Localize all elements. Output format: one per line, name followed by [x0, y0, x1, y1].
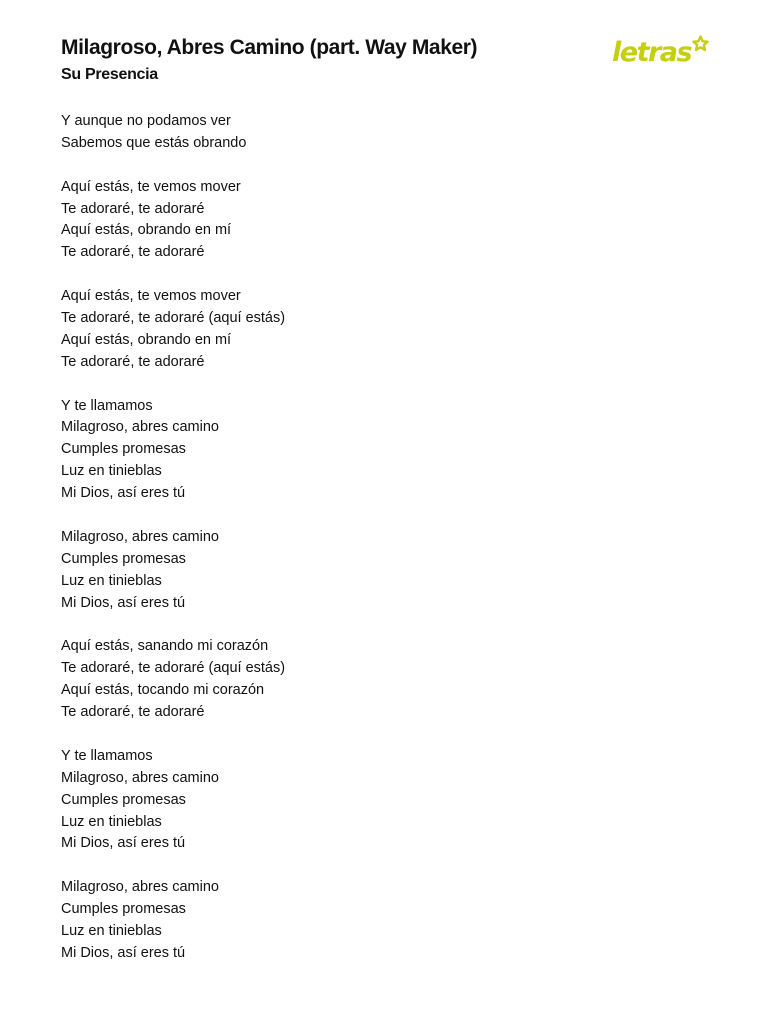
lyric-line: Milagroso, abres camino: [61, 879, 219, 896]
lyric-line: Te adoraré, te adoraré: [61, 704, 205, 721]
lyric-line: Y aunque no podamos ver: [61, 113, 231, 129]
lyric-line: Milagroso, abres camino: [61, 419, 219, 436]
lyrics-stanza: [61, 636, 661, 724]
lyric-line: Cumples promesas: [61, 791, 186, 808]
lyrics-stanza: [61, 396, 661, 505]
lyric-line: Milagroso, abres camino: [61, 769, 219, 786]
lyric-line: Mi Dios, así eres tú: [61, 835, 186, 852]
lyric-line: Cumples promesas: [61, 441, 186, 458]
lyric-line: Te adoraré, te adoraré: [61, 200, 205, 217]
lyric-line: Luz en tinieblas: [61, 463, 162, 480]
lyric-line: Milagroso, abres camino: [61, 528, 219, 545]
lyrics-stanza: [61, 177, 661, 265]
lyric-line: Mi Dios, así eres tú: [61, 944, 186, 961]
lyric-line: Luz en tinieblas: [61, 922, 162, 939]
lyrics-stanza: [61, 527, 661, 615]
lyric-line: Aquí estás, sanando mi corazón: [61, 638, 269, 655]
letras-logo-text: letras: [612, 37, 692, 68]
artist-name: Su Presencia: [61, 66, 158, 83]
lyric-line: Luz en tinieblas: [61, 572, 162, 589]
lyric-line: Te adoraré, te adoraré: [61, 244, 205, 261]
lyric-line: Aquí estás, te vemos mover: [61, 178, 241, 195]
lyric-line: Te adoraré, te adoraré (aquí estás): [61, 310, 286, 327]
lyric-line: Luz en tinieblas: [61, 813, 162, 830]
lyric-line: Mi Dios, así eres tú: [61, 485, 186, 502]
lyric-line: Te adoraré, te adoraré: [61, 353, 205, 370]
lyric-line: Mi Dios, así eres tú: [61, 594, 186, 611]
letras-logo-mark: [612, 30, 712, 70]
song-title: Milagroso, Abres Camino (part. Way Maker): [61, 36, 478, 59]
letras-logo: [612, 30, 712, 70]
lyric-line: Cumples promesas: [61, 550, 186, 567]
lyric-line: Aquí estás, obrando en mí: [61, 331, 232, 348]
lyric-line: Aquí estás, te vemos mover: [61, 288, 241, 305]
lyric-line: Cumples promesas: [61, 901, 186, 918]
lyric-line: Te adoraré, te adoraré (aquí estás): [61, 660, 286, 677]
lyrics-body: [61, 111, 661, 987]
lyric-line: Y te llamamos: [61, 397, 153, 414]
lyric-line: Y te llamamos: [61, 747, 153, 764]
song-header: [61, 34, 581, 86]
lyric-line: Aquí estás, tocando mi corazón: [61, 682, 265, 699]
star-icon: [693, 37, 707, 50]
lyrics-stanza: [61, 286, 661, 374]
lyrics-stanza: [61, 111, 661, 155]
lyric-line: Aquí estás, obrando en mí: [61, 222, 232, 239]
lyric-line: Sabemos que estás obrando: [61, 134, 247, 151]
lyrics-stanza: [61, 877, 661, 965]
lyrics-stanza: [61, 746, 661, 855]
